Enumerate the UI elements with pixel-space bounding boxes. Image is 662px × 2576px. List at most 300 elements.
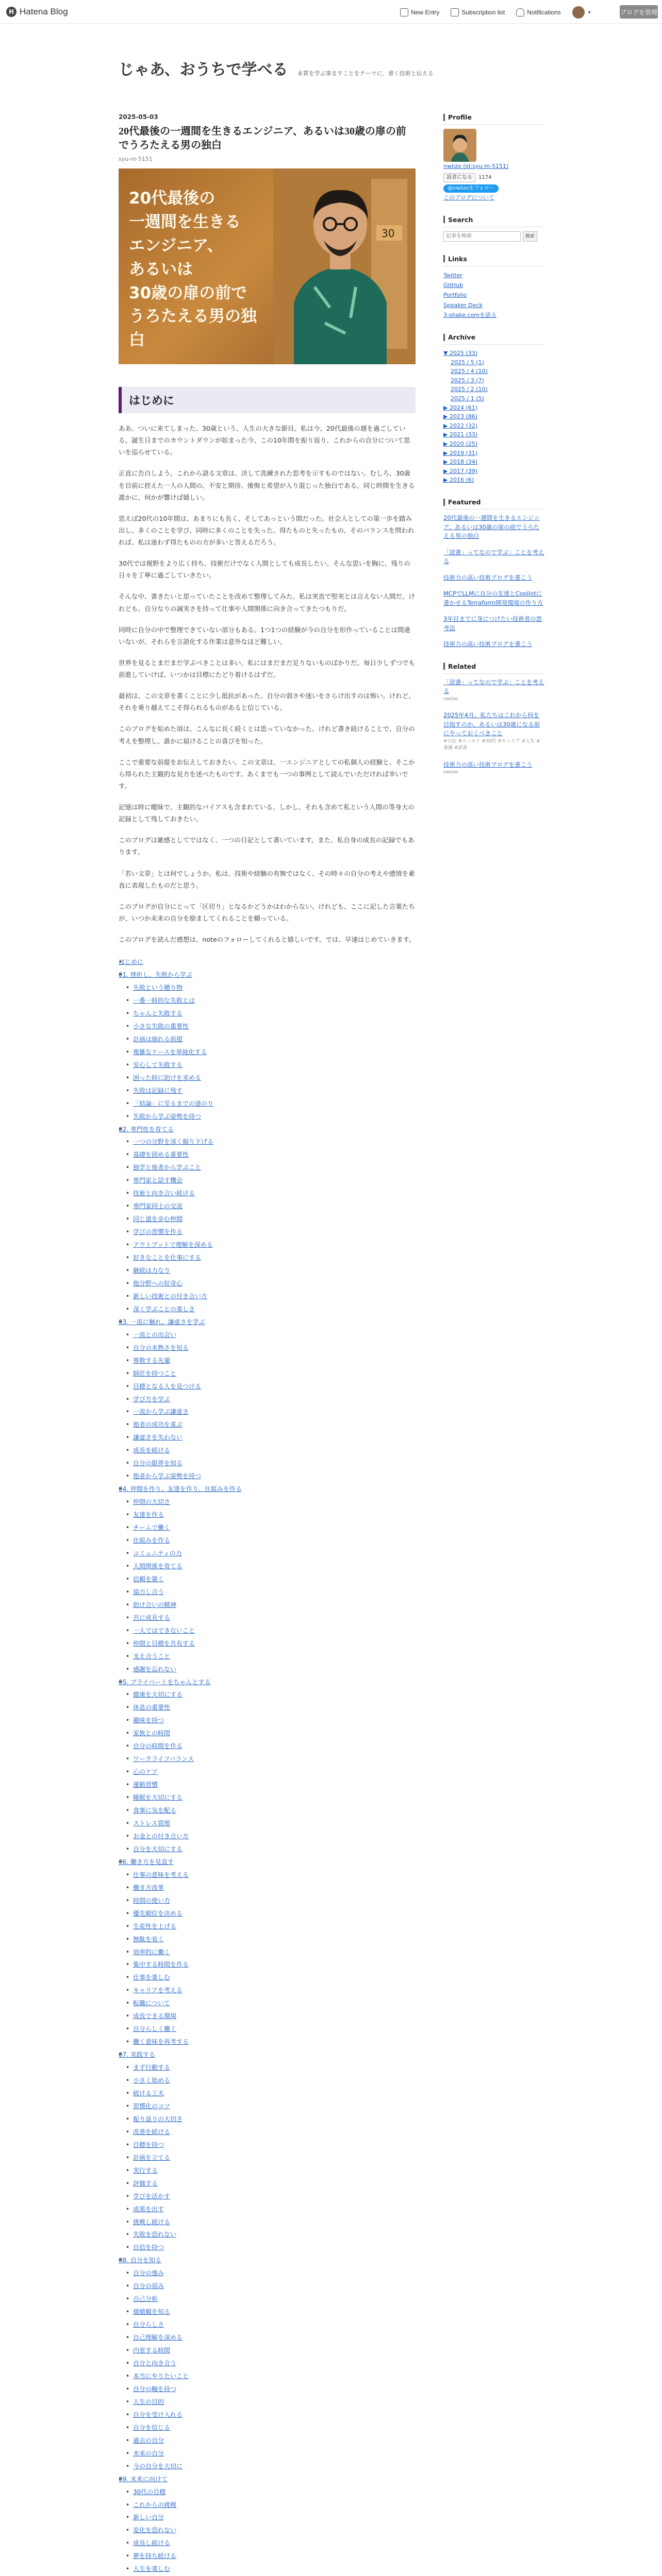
toc-item <box>119 1856 416 2048</box>
toc-subitem <box>126 2267 416 2280</box>
featured-item <box>443 615 544 633</box>
toc-subitem <box>126 2383 416 2396</box>
toc-subsection-link[interactable]: チームで働く <box>133 1524 171 1532</box>
entry-date[interactable]: 2025-05-03 <box>119 113 158 121</box>
toc-subsection-link[interactable]: 基礎を固める重要性 <box>133 1151 189 1159</box>
toc-subitem <box>126 1560 416 1573</box>
toc-subsection-link[interactable]: 今の自分を大切に <box>133 2462 183 2470</box>
pencil-icon <box>400 8 408 16</box>
toc-section-link[interactable]: 03. 一流に触れ、謙虚さを学ぶ <box>119 1318 205 1326</box>
toc-subsection-link[interactable]: 働き方改革 <box>133 1884 164 1891</box>
toc-subsection-link[interactable]: 目標となる人を見つける <box>133 1382 202 1390</box>
toc-subsection-link[interactable]: 自分と向き合う <box>133 2360 177 2367</box>
featured-item <box>443 573 544 583</box>
toc-subitem <box>126 1791 416 1804</box>
toc-subsection-link[interactable]: コミュニティの力 <box>133 1549 182 1557</box>
toc-subsection-link[interactable]: 支え合うこと <box>133 1652 171 1660</box>
toc-subitem <box>126 1586 416 1599</box>
archive-year-link[interactable]: ▶ 2021 (33) <box>443 431 478 438</box>
toc-subitem <box>126 1650 416 1663</box>
toc-subsection-link[interactable]: 技術と向き合い続ける <box>133 1190 195 1197</box>
toc-subitem <box>126 1187 416 1200</box>
toc-item <box>119 1123 416 1316</box>
eyecatch-line: 20代最後の <box>129 189 216 208</box>
toc-subsection-link[interactable]: 成長し続ける <box>133 2539 171 2547</box>
toc-subitem <box>126 2087 416 2100</box>
toc-subsection-link[interactable]: 深く学ぶことの楽しさ <box>133 1305 195 1313</box>
toc-subsection-link[interactable]: 複雑なケースを単純化する <box>133 1048 207 1056</box>
global-header <box>0 0 662 24</box>
toc-subsection-link[interactable]: 自信を持つ <box>133 2244 164 2251</box>
toc-subsection-link[interactable]: 自分の軸を持つ <box>133 2385 177 2393</box>
toc-subitem <box>126 2486 416 2499</box>
toc-subsection-link[interactable]: 仲間の大切さ <box>133 1498 171 1506</box>
book-icon <box>451 8 459 16</box>
toc-subsection-link[interactable]: 睡眠を大切にする <box>133 1794 183 1802</box>
toc-subsection-link[interactable]: 効率的に働く <box>133 1948 171 1956</box>
avatar-illustration <box>443 129 476 162</box>
profile-id-link[interactable]: nwiizo (id:syu-m-5151) <box>443 163 509 170</box>
toc-subsection-link[interactable]: 「結論」に至るまでの道のり <box>133 1099 214 1107</box>
module-title: Related <box>443 663 544 674</box>
toc-subsection-link[interactable]: 挑戦し続ける <box>133 2218 171 2226</box>
toc-item <box>119 2254 416 2472</box>
archive-year-link[interactable]: ▶ 2018 (34) <box>443 459 478 466</box>
search-input[interactable] <box>443 231 521 242</box>
toc-section-link[interactable]: 02. 専門性を育てる <box>119 1125 174 1133</box>
toc-subsection-link[interactable]: 他者から学ぶ姿勢を持つ <box>133 1472 202 1480</box>
toc-subitem <box>126 1701 416 1714</box>
toc-subsection-link[interactable]: 評価する <box>133 2179 158 2187</box>
toc-subitem <box>126 2511 416 2524</box>
toc-subitem <box>126 2421 416 2434</box>
toc-subsection-link[interactable]: ストレス管理 <box>133 1819 170 1827</box>
featured-entry-link[interactable]: 20代最後の一週間を生きるエンジニア、あるいは30歳の扉の前でうろたえる男の独白 <box>443 514 540 539</box>
author-link[interactable]: syu-m-5151 <box>119 156 153 162</box>
toc-subitem <box>126 1303 416 1316</box>
toc-subsection-link[interactable]: 自分らしく働く <box>133 2025 177 2033</box>
toc-subsection-link[interactable]: 価値観を知る <box>133 2308 171 2316</box>
archive-year-link[interactable]: ▼ 2025 (33) <box>443 350 478 357</box>
toc-item <box>119 2048 416 2254</box>
related-entry-meta: nwiizo <box>443 770 458 775</box>
body-paragraph: 正直に告白しよう。これから語る文章は、決して洗練された思考を示すものではない。むしろ、30歳を目前に控えた一人の人間の、不安と期待、後悔と希望が入り混じった独白である。同じ時間を生きる誰かに、何かが響けば嬉しい。 <box>119 469 415 501</box>
toc-subitem <box>126 994 416 1007</box>
toc-subitem <box>126 2447 416 2460</box>
archive-year-link[interactable]: ▶ 2020 (25) <box>443 440 478 448</box>
toc-subsection-link[interactable]: 失敗を恐れない <box>133 2231 177 2239</box>
toc-subsection-link[interactable]: 自分らしさ <box>133 2321 164 2329</box>
toc-subsection-link[interactable]: 学びの習慣を作る <box>133 1228 183 1236</box>
toc-subsection-link[interactable]: 安心して失敗する <box>133 1061 183 1069</box>
toc-section-link[interactable]: 07. 実践する <box>119 2051 155 2059</box>
toc-subsection-link[interactable]: 仕組みを作る <box>133 1537 171 1545</box>
archive-month-link[interactable]: 2025 / 2 (10) <box>451 386 488 393</box>
toc-subsection-link[interactable]: 学び方を学ぶ <box>133 1395 171 1403</box>
toc-subitem <box>126 1958 416 1971</box>
user-menu[interactable] <box>572 6 592 19</box>
toc-section-link[interactable]: 06. 働き方を見直す <box>119 1858 174 1866</box>
hatena-logo[interactable] <box>6 7 68 17</box>
toc-subsection-link[interactable]: 新しい技術との付き合い方 <box>133 1292 208 1300</box>
toc-subitem <box>126 2499 416 2512</box>
toc-subsection-link[interactable]: 計画を立てる <box>133 2154 171 2161</box>
toc-subsection-link[interactable]: 本当にやりたいこと <box>133 2372 189 2380</box>
module-title: Featured <box>443 498 544 510</box>
body-paragraph: このブログを始めた頃は、こんなに長く続くとは思っていなかった。けれど書き続けることで、自分の考えを整理し、誰かに届けることの喜びを知った。 <box>119 725 415 745</box>
notifications-link[interactable] <box>516 6 560 19</box>
toc-subsection-link[interactable]: 失敗という贈り物 <box>133 984 183 992</box>
toc-subsection-link[interactable]: 他者の成功を喜ぶ <box>133 1421 183 1429</box>
hatena-logo-text: Hatena Blog <box>20 6 68 16</box>
toc-subsection-link[interactable]: 働く意味を再考する <box>133 2038 189 2046</box>
body-paragraph: ここで重要な前提をお伝えしておきたい。この文章は、一エンジニアとしての私個人の経験と、そこから得られた主観的な見方を述べたものです。あくまでも一つの事例として読んでいただければ幸いです。 <box>119 758 415 790</box>
toc-subsection-link[interactable]: 過去の自分 <box>133 2436 164 2444</box>
toc-subsection-link[interactable]: 感謝を忘れない <box>133 1665 177 1673</box>
toc-subsection-link[interactable]: お金との付き合い方 <box>133 1832 189 1840</box>
featured-entry-link[interactable]: 技術力の高い技術ブログを書こう <box>443 573 533 581</box>
toc-subitem <box>126 1084 416 1097</box>
toc-section-link[interactable]: 05. プライベートをちゃんとする <box>119 1678 211 1686</box>
featured-entry-link[interactable]: 「読書」ってなので学ぶ」ことを考える <box>443 548 544 565</box>
body-paragraph: 同時に自分の中で整理できていない部分もある。1つ1つの経験が今の自分を形作っていることは間違いないが、それらを言語化する作業は意外なほど難しい。 <box>119 625 410 646</box>
archive-month-link[interactable]: 2025 / 3 (7) <box>451 377 484 384</box>
toc-subsection-link[interactable]: 助け合いの精神 <box>133 1601 177 1608</box>
eyecatch-line: あるいは <box>129 260 193 279</box>
archive-month-link[interactable]: 2025 / 4 (10) <box>451 368 488 375</box>
search-button[interactable]: 検索 <box>523 231 537 242</box>
toc-subitem <box>126 1290 416 1303</box>
toc-subsection-link[interactable]: 改善を続ける <box>133 2128 171 2136</box>
toc-subsection-link[interactable]: 仕事を楽しむ <box>133 1974 171 1981</box>
toc-subsection-link[interactable]: 30代の目標 <box>133 2488 166 2496</box>
toc-subitem <box>126 1547 416 1560</box>
archive-year-link[interactable]: ▶ 2017 (39) <box>443 467 478 474</box>
toc-subsection-link[interactable]: 一人ではできないこと <box>133 1626 195 1634</box>
toc-subitem <box>126 2318 416 2331</box>
archive-year-link[interactable]: ▶ 2019 (31) <box>443 449 478 456</box>
toc-subsection-link[interactable]: 変化を恐れない <box>133 2527 177 2534</box>
featured-module <box>443 498 544 649</box>
toc-subitem <box>126 1894 416 1907</box>
toc-subsection-link[interactable]: 心のケア <box>133 1768 158 1776</box>
body-paragraph: このブログは雑感としてではなく、一つの日記として書いています。また、私自身の成長の記録でもあります。 <box>119 836 415 856</box>
toc-subsection-link[interactable]: 時間の使い方 <box>133 1896 171 1904</box>
toc-subitem <box>126 2563 416 2575</box>
archive-year-link[interactable]: ▶ 2024 (61) <box>443 404 478 411</box>
body-paragraph: そんな中、書きたいと思っていたことを改めて整理してみた。私は実直で堅実とは言えない人間だ。けれども、自分なりの誠実さを持って仕事や人間関係に向き合ってきたつもりだ。 <box>119 592 416 613</box>
toc-subitem <box>126 1431 416 1444</box>
body-paragraph: ああ、ついに来てしまった。30歳という、人生の大きな節目。私は今、20代最後の週を過ごしている。誕生日までのカウントダウンが始まった今、この10年間を振り返り、これからの自分について思いを巡らせている。 <box>119 425 410 456</box>
toc-subsection-link[interactable]: 趣味を持つ <box>133 1717 164 1724</box>
toc-subsection-link[interactable]: 集中する時間を作る <box>133 1961 189 1969</box>
toc-subsection-link[interactable]: まず行動する <box>133 2064 171 2072</box>
toc-subitem <box>126 1200 416 1213</box>
archive-month-link[interactable]: 2025 / 5 (1) <box>451 359 484 366</box>
toc-subsection-link[interactable]: 自己理解を深める <box>133 2334 183 2342</box>
toc-subitem <box>126 2190 416 2203</box>
toc-item <box>119 1676 416 1856</box>
readers-count: 1174 <box>478 174 492 180</box>
toc-subsection-link[interactable]: 自分の時間を作る <box>133 1742 183 1750</box>
link-twitter[interactable]: Twitter <box>443 272 462 279</box>
toc-subsection-link[interactable]: 尊敬する先輩 <box>133 1357 171 1364</box>
toc-subitem <box>126 1882 416 1894</box>
toc-subsection-link[interactable]: これからの挑戦 <box>133 2501 177 2509</box>
toc-subitem <box>126 1405 416 1418</box>
toc-subsection-link[interactable]: キャリアを考える <box>133 1987 183 1994</box>
chevron-down-icon: ▼ <box>587 10 592 15</box>
toc-subsection-link[interactable]: 計画は崩れる前提 <box>133 1035 183 1043</box>
hatena-logo-icon: H <box>6 7 16 17</box>
eyecatch-badge: 30 <box>382 227 395 240</box>
toc-subsection-link[interactable]: 無駄を省く <box>133 1935 164 1943</box>
toc-subsection-link[interactable]: 困った時に助けを求める <box>133 1074 202 1081</box>
toc-section-link[interactable]: 01. 挫折し、失敗から学ぶ <box>119 971 192 979</box>
toc-subsection-link[interactable]: 新しい自分 <box>133 2514 164 2521</box>
toc-subsection-link[interactable]: 食事に気を配る <box>133 1807 177 1815</box>
toc-subsection-link[interactable]: 専門家同士の交流 <box>133 1202 183 1210</box>
toc-subsection-link[interactable]: 未来の自分 <box>133 2449 164 2457</box>
new-entry-link[interactable] <box>400 6 439 19</box>
toc-subsection-link[interactable]: ワークライフバランス <box>133 1755 194 1763</box>
toc-subsection-link[interactable]: 謙虚さを失わない <box>133 1434 183 1442</box>
manage-blog-button[interactable]: ブログを管理 <box>620 5 658 19</box>
eyecatch-line: 一週間を生きる <box>129 212 241 231</box>
toc-subsection-link[interactable]: ちゃんと失敗する <box>133 1009 183 1017</box>
toc-subitem <box>126 1869 416 1882</box>
featured-entry-link[interactable]: MCPでLLMに自分の友達とCopilotに書かせるTerraform開発環境の作り方 <box>443 590 543 606</box>
about-blog-link[interactable]: このブログについて <box>443 194 494 201</box>
toc-subsection-link[interactable]: 人間関係を育てる <box>133 1562 183 1570</box>
toc-subsection-link[interactable]: 仲間と目標を共有する <box>133 1639 195 1647</box>
toc-subsection-link[interactable]: 自分の限界を知る <box>133 1460 183 1467</box>
toc-subitem <box>126 2524 416 2537</box>
toc-subsection-link[interactable]: 自分を信じる <box>133 2424 171 2431</box>
toc-section-link[interactable]: 04. 仲間を作り、友達を作り、仕組みを作る <box>119 1485 242 1493</box>
toc-subsection-link[interactable]: 運動習慣 <box>133 1781 158 1789</box>
blog-header <box>119 57 541 79</box>
toc-subitem <box>126 1174 416 1187</box>
toc-subsection-link[interactable]: 転職について <box>133 1999 170 2007</box>
profile-id <box>443 162 544 171</box>
toc-subitem <box>126 2036 416 2048</box>
toc-subitem <box>126 2061 416 2074</box>
toc-subitem <box>126 1264 416 1277</box>
toc-section-link[interactable]: 08. 自分を知る <box>119 2257 161 2264</box>
toc-subitem <box>126 1830 416 1843</box>
toc-subitem <box>126 1753 416 1766</box>
featured-entry-link[interactable]: 3年目までに身につけたい技術者の思考法 <box>443 615 542 632</box>
toc-subsection-link[interactable]: 独学と他者から学ぶこと <box>133 1164 202 1172</box>
archive-year-link[interactable]: ▶ 2022 (32) <box>443 422 478 429</box>
body-paragraph: 記憶は時に曖昧で、主観的なバイアスも含まれている。しかし、それも含めて私という人間の等身大の記録として残しておきたい。 <box>119 803 415 823</box>
toc-subsection-link[interactable]: 自分を受け入れる <box>133 2411 183 2418</box>
toc-subitem <box>126 2177 416 2190</box>
toc-subsection-link[interactable]: 優先順位を決める <box>133 1909 183 1917</box>
twitter-follow-button[interactable]: @nwiizoをフォロー <box>443 184 499 193</box>
toc-subitem <box>126 1804 416 1817</box>
toc-subsection-link[interactable]: 生産性を上げる <box>133 1922 177 1930</box>
archive-year-link[interactable]: ▶ 2016 (6) <box>443 477 474 484</box>
toc-subitem <box>126 1612 416 1624</box>
toc-subsection-link[interactable]: 続ける工夫 <box>133 2090 164 2097</box>
toc-subsection-link[interactable]: 失敗から学ぶ姿勢を持つ <box>133 1112 202 1120</box>
toc-subsection-link[interactable]: 実行する <box>133 2166 158 2174</box>
toc-subsection-link[interactable]: 継続は力なり <box>133 1267 171 1274</box>
toc-subsection-link[interactable]: 自分の強み <box>133 2269 164 2277</box>
related-item <box>443 678 544 703</box>
toc-subitem <box>126 1329 416 1342</box>
toc-subsection-link[interactable]: 一番一時的な失敗とは <box>133 996 195 1004</box>
toc-subsection-link[interactable]: 同じ道を歩む仲間 <box>133 1215 183 1223</box>
toc-subsection-link[interactable]: 休息の重要性 <box>133 1704 171 1711</box>
featured-item <box>443 514 544 541</box>
subscribe-button[interactable]: 読者になる <box>443 173 475 182</box>
toc-subsection-link[interactable]: 内省する時間 <box>133 2347 171 2354</box>
toc-subitem <box>126 2409 416 2421</box>
toc-subitem <box>126 2023 416 2036</box>
toc-subitem <box>126 2306 416 2318</box>
person-illustration <box>273 168 416 364</box>
module-title: Links <box>443 255 544 266</box>
bell-icon <box>516 8 524 16</box>
toc-subitem <box>126 2151 416 2164</box>
featured-entry-link[interactable]: 技術力の高い技術ブログを書こう <box>443 640 533 648</box>
toc-subsection-link[interactable]: 一流との出会い <box>133 1331 177 1338</box>
link-speakerdeck[interactable]: Speaker Deck <box>443 301 483 309</box>
toc-subitem <box>126 1418 416 1431</box>
readers-row <box>443 173 544 182</box>
toc-subsection-link[interactable]: 一流から学ぶ謙虚さ <box>133 1408 189 1416</box>
entry-meta <box>119 156 416 162</box>
sidebar <box>443 113 544 790</box>
module-title: Archive <box>443 333 544 345</box>
toc-subitem <box>126 2074 416 2087</box>
toc-subsection-link[interactable]: 協力し合う <box>133 1588 164 1596</box>
archive-module <box>443 333 544 485</box>
eyecatch-title <box>129 187 268 352</box>
toc-subsection-link[interactable]: 小さな失敗の重要性 <box>133 1022 189 1030</box>
related-entry-link[interactable]: 「読書」ってなので学ぶ」ことを考える <box>443 678 544 694</box>
toc-subsection-link[interactable]: 他分野への好奇心 <box>133 1279 183 1287</box>
toc-subitem <box>126 1933 416 1946</box>
table-of-contents <box>119 956 416 2576</box>
toc-subsection-link[interactable]: 成果を出す <box>133 2205 164 2213</box>
global-nav <box>400 6 592 19</box>
featured-list <box>443 510 544 649</box>
featured-item <box>443 548 544 566</box>
subscription-list-label: Subscription list <box>461 9 505 16</box>
toc-subitem <box>126 1573 416 1586</box>
toc-subitem <box>126 1714 416 1727</box>
toc-subitem <box>126 1663 416 1676</box>
toc-section-link[interactable]: 09. 未来に向けて <box>119 2475 168 2483</box>
toc-subsection-link[interactable]: 仕事の意味を考える <box>133 1871 189 1878</box>
body-paragraph: 世界を見るとまだまだ学ぶべきことは多い。私にはまだまだ足りないものばかりだ。毎日少しずつでも前進していけば、いつかは目標にたどり着けるはずだ。 <box>119 658 416 679</box>
archive-month-link[interactable]: 2025 / 1 (5) <box>451 395 484 402</box>
toc-subitem <box>126 1239 416 1251</box>
toc-subitem <box>126 1277 416 1290</box>
toc-subsection-link[interactable]: 失敗は記録に残す <box>133 1087 183 1094</box>
links-module <box>443 255 544 320</box>
eyecatch-line: エンジニア、 <box>129 236 223 255</box>
toc-subsection-link[interactable]: 家族との時間 <box>133 1730 171 1737</box>
toc-subsection-link[interactable]: 友達を作る <box>133 1511 164 1519</box>
link-company[interactable]: 3-shake.comを語る <box>443 311 497 318</box>
toc-subsection-link[interactable]: 健康を大切にする <box>133 1691 183 1699</box>
toc-subsection-link[interactable]: 師匠を持つこと <box>133 1369 177 1377</box>
archive-list <box>443 345 544 485</box>
eyecatch-line: 30歳の扉の前で <box>129 283 247 302</box>
profile-avatar[interactable] <box>443 129 476 162</box>
toc-subsection-link[interactable]: 目標を持つ <box>133 2141 164 2148</box>
toc-subitem <box>126 1367 416 1380</box>
blog-title[interactable]: じゃあ、おうちで学べる <box>119 61 288 78</box>
toc-subsection-link[interactable]: 学びを活かす <box>133 2192 171 2200</box>
toc-subitem <box>126 1097 416 1110</box>
toc-item <box>119 1316 416 1483</box>
toc-subsection-link[interactable]: 夢を持ち続ける <box>133 2552 177 2560</box>
related-entry-link[interactable]: 2025年4月、私たちはこれから何を目指すのか、あるいは30歳になる前にやっておくべきこと <box>443 711 540 737</box>
toc-subitem <box>126 2164 416 2177</box>
toc-section-link[interactable]: はじめに <box>119 958 144 966</box>
related-entry-link[interactable]: 技術力の高い技術ブログを書こう <box>443 760 533 768</box>
toc-item <box>119 1483 416 1675</box>
body-paragraph: このブログを読んだ感想は、noteのフォローしてくれると嬉しいです。では、早速はじめていきます。 <box>119 936 416 943</box>
search-module <box>443 216 544 242</box>
toc-subitem <box>126 2280 416 2293</box>
toc-subsection-link[interactable]: 振り返りの大切さ <box>133 2115 183 2123</box>
archive-year-link[interactable]: ▶ 2023 (86) <box>443 413 478 420</box>
section-heading: はじめに <box>119 387 416 413</box>
toc-subsection-link[interactable]: 信頼を築く <box>133 1575 164 1583</box>
toc-subsection-link[interactable]: 習慣化のコツ <box>133 2102 171 2110</box>
toc-subsection-link[interactable]: 小さく始める <box>133 2077 171 2084</box>
toc-subsection-link[interactable]: 人生の目的 <box>133 2398 164 2405</box>
toc-subitem <box>126 1727 416 1740</box>
toc-subsection-link[interactable]: 人生を楽しむ <box>133 2565 171 2573</box>
toc-subsection-link[interactable]: 好きなことを仕事にする <box>133 1254 202 1262</box>
toc-subitem <box>126 2537 416 2550</box>
toc-subsection-link[interactable]: 成長を続ける <box>133 1447 171 1454</box>
toc-subsection-link[interactable]: 成長できる環境 <box>133 2012 177 2020</box>
toc-subsection-link[interactable]: 自分を大切にする <box>133 1845 183 1853</box>
link-github[interactable]: GitHub <box>443 282 464 289</box>
toc-subitem <box>126 1020 416 1033</box>
toc-subitem <box>126 1470 416 1483</box>
toc-subitem <box>126 1946 416 1959</box>
toc-subsection-link[interactable]: アウトプットで理解を深める <box>133 1241 213 1249</box>
toc-subitem <box>126 1817 416 1830</box>
entry-title[interactable]: 20代最後の一週間を生きるエンジニア、あるいは30歳の扉の前でうろたえる男の独白 <box>119 126 406 151</box>
link-portfolio[interactable]: Portfolio <box>443 292 467 299</box>
module-title: Profile <box>443 113 544 125</box>
toc-subsection-link[interactable]: 共に成長する <box>133 1614 171 1621</box>
subscription-list-link[interactable] <box>451 6 505 19</box>
toc-subsection-link[interactable]: 専門家と話す機会 <box>133 1177 183 1184</box>
toc-subsection-link[interactable]: 自分の未熟さを知る <box>133 1344 189 1351</box>
toc-subitem <box>126 1766 416 1778</box>
toc-item <box>119 969 416 1123</box>
toc-subsection-link[interactable]: 自己分析 <box>133 2295 158 2303</box>
featured-item <box>443 640 544 649</box>
toc-subitem <box>126 1059 416 1072</box>
toc-subsection-link[interactable]: 一つの分野を深く掘り下げる <box>133 1138 214 1146</box>
toc-subsection-link[interactable]: 自分の弱み <box>133 2282 164 2290</box>
toc-subitem <box>126 1380 416 1393</box>
toc-subitem <box>126 1688 416 1701</box>
